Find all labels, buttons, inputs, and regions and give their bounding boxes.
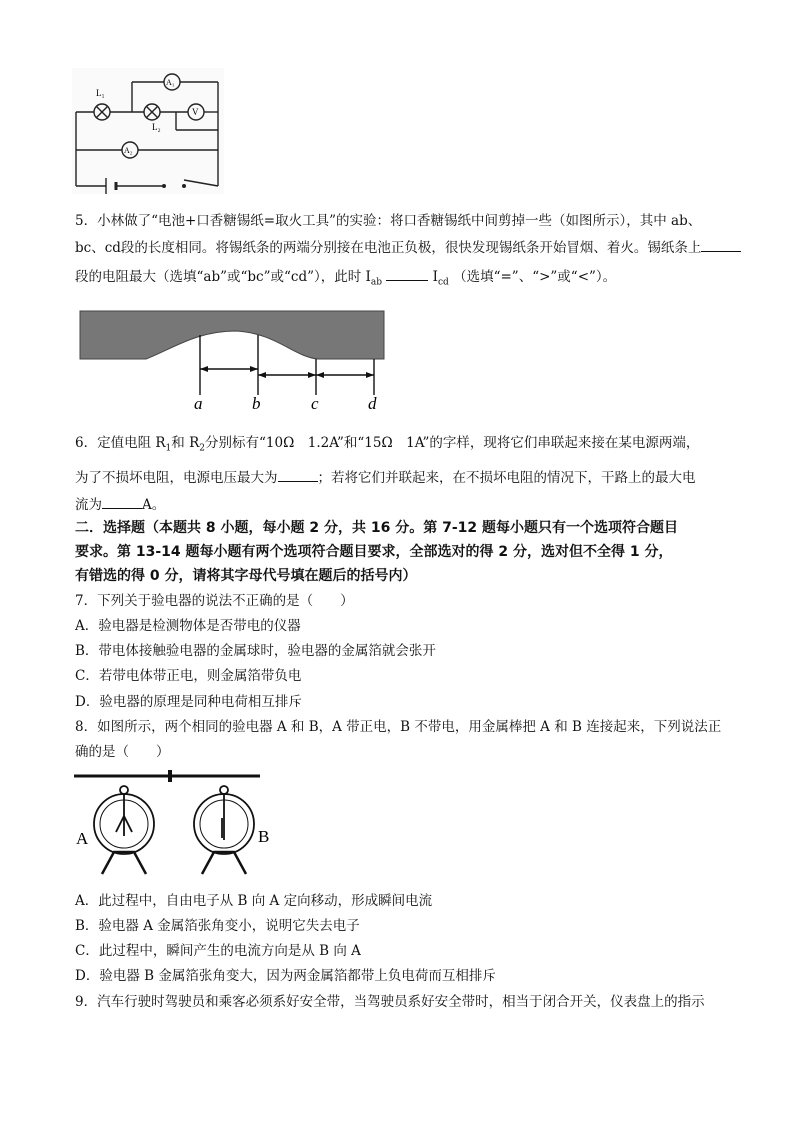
q6-text-d: 为了不损坏电阻，电源电压最大为 <box>75 470 278 486</box>
circuit-diagram <box>72 68 224 194</box>
section2-line1: 二．选择题（本题共 8 小题，每小题 2 分，共 16 分。第 7-12 题每小题只有一个选项符合题目 <box>75 520 678 536</box>
q6-text-c: 分别标有“10Ω 1.2A”和“15Ω 1A”的字样，现将它们串联起来接在某电源两端， <box>204 435 700 451</box>
q8-option-a[interactable]: A．此过程中，自由电子从 B 向 A 定向移动，形成瞬间电流 <box>75 893 433 909</box>
foil-label-d: d <box>368 394 377 413</box>
q5-line2 <box>75 237 741 258</box>
section2-line3: 有错选的得 0 分，请将其字母代号填在题后的括号内） <box>75 568 417 584</box>
q6-sub-1: 1 <box>165 443 172 454</box>
ammeter-label-a2: A₂ <box>124 146 133 155</box>
q8-option-d[interactable]: D．验电器 B 金属箔张角变大，因为两金属箔都带上负电荷而互相排斥 <box>75 968 496 984</box>
q5-line3-text-a: 段的电阻最大（选填“ab”或“bc”或“cd”），此时 I <box>75 269 371 285</box>
foil-label-a: a <box>194 394 203 413</box>
electroscope-diagram <box>74 766 274 882</box>
q7-option-c[interactable]: C．若带电体带正电，则金属箔带负电 <box>75 668 302 684</box>
q6-line1 <box>75 433 699 459</box>
q6-text-g: A。 <box>142 497 166 513</box>
q8-line1: 8．如图所示，两个相同的验电器 A 和 B，A 带正电，B 不带电，用金属棒把 A 和 B 连接起来，下列说法正 <box>75 719 722 735</box>
q8-option-c[interactable]: C．此过程中，瞬间产生的电流方向是从 B 向 A <box>75 943 361 959</box>
q5-sub-ab: ab <box>370 277 383 288</box>
q6-line2 <box>75 467 696 488</box>
q6-text-b: 和 R <box>171 435 200 451</box>
q7-option-b[interactable]: B．带电体接触验电器的金属球时，验电器的金属箔就会张开 <box>75 643 436 659</box>
lamp-label-l1: L₁ <box>96 88 105 98</box>
q7-option-d[interactable]: D．验电器的原理是同种电荷相互排斥 <box>75 694 302 710</box>
q5-blank2[interactable] <box>386 266 428 281</box>
q5-sub-cd: cd <box>437 277 449 288</box>
q9-line1: 9．汽车行驶时驾驶员和乘客必须系好安全带，当驾驶员系好安全带时，相当于闭合开关，仪表盘上的指示 <box>75 994 705 1010</box>
q5-line3-text-b: （选填“=”、“>”或“<”）。 <box>453 269 617 285</box>
q6-text-e: ；若将它们并联起来，在不损坏电阻的情况下，干路上的最大电 <box>317 470 696 486</box>
lamp-label-l2: L₂ <box>152 122 161 132</box>
q5-i-symbol: I <box>432 269 438 285</box>
q5-blank1[interactable] <box>701 237 741 252</box>
foil-label-b: b <box>252 394 261 413</box>
q6-sub-2: 2 <box>199 443 205 454</box>
q5-line3 <box>75 266 616 293</box>
q7-stem: 7．下列关于验电器的说法不正确的是（ ） <box>75 593 354 609</box>
q6-line3 <box>75 494 165 515</box>
foil-label-c: c <box>311 394 319 413</box>
foil-diagram <box>76 303 388 415</box>
q7-option-a[interactable]: A．验电器是检测物体是否带电的仪器 <box>75 618 301 634</box>
ammeter-label-a1: A₁ <box>166 78 175 87</box>
voltmeter-label: V <box>192 107 199 117</box>
q5-line2-text: bc、cd段的长度相同。将锡纸条的两端分别接在电池正负极，很快发现锡纸条开始冒烟、着火。锡纸条上 <box>75 240 702 256</box>
q5-line1: 5．小林做了“电池+口香糖锡纸=取火工具”的实验：将口香糖锡纸中间剪掉一些（如图所示），其中 ab、 <box>75 213 702 229</box>
q6-text-f: 流为 <box>75 497 102 513</box>
section2-line2: 要求。第 13-14 题每小题有两个选项符合题目要求，全部选对的得 2 分，选对但不全得 1 分， <box>75 544 673 560</box>
q6-text-a: 6．定值电阻 R <box>75 435 166 451</box>
electroscope-label-a: A <box>76 829 89 848</box>
q6-blank2[interactable] <box>102 494 142 509</box>
q8-line2: 确的是（ ） <box>75 744 170 760</box>
q8-option-b[interactable]: B．验电器 A 金属箔张角变小，说明它失去电子 <box>75 918 360 934</box>
q6-blank1[interactable] <box>278 467 318 482</box>
electroscope-label-b: B <box>258 827 270 846</box>
